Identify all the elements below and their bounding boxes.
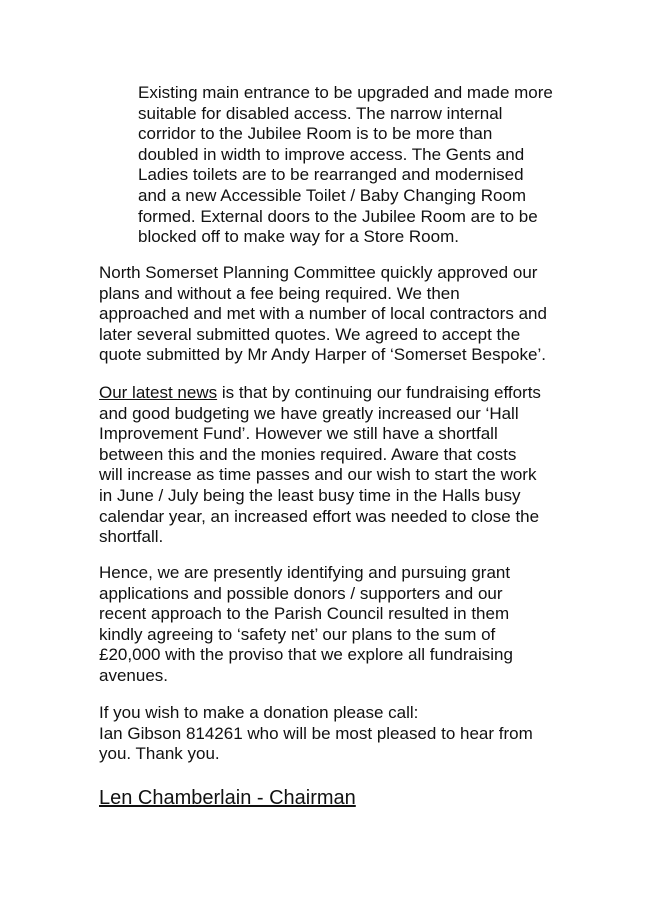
text-line: corridor to the Jubilee Room is to be more than [138,124,493,144]
latest-news-heading: Our latest news [99,383,218,402]
text-line: Ladies toilets are to be rearranged and modernised [138,165,524,185]
text-line: doubled in width to improve access. The Gents and [138,144,525,164]
text-line [99,383,541,404]
text-line: suitable for disabled access. The narrow internal [138,103,503,123]
text-line: you. Thank you. [99,744,220,764]
text-line: avenues. [99,665,168,685]
text-line: in June / July being the least busy time in the Halls busy [99,485,521,505]
text-line: Ian Gibson 814261 who will be most pleased to hear from [99,723,533,743]
paragraph-grants [99,563,513,687]
text-line: between this and the monies required. Aware that costs [99,444,517,464]
text-line: blocked off to make way for a Store Room. [138,227,459,247]
paragraph-donation [99,703,533,765]
text-line: and a new Accessible Toilet / Baby Changing Room [138,185,527,205]
paragraph-planning-approval [99,263,547,366]
text-line: Improvement Fund’. However we still have a shortfall [99,424,498,444]
text-fragment: is that by continuing our fundraising efforts [217,383,541,402]
text-line: will increase as time passes and our wish to start the work [99,465,537,485]
text-line: plans and without a fee being required. We then [99,283,460,303]
text-line: and good budgeting we have greatly increased our ‘Hall [99,403,519,423]
text-line: formed. External doors to the Jubilee Room are to be [138,206,538,226]
text-line: shortfall. [99,527,164,547]
text-line: £20,000 with the proviso that we explore all fundraising [99,645,513,665]
text-line: approached and met with a number of local contractors and [99,304,547,324]
indented-paragraph-building-works [138,83,553,248]
text-line: Hence, we are presently identifying and pursuing grant [99,563,511,582]
text-line: If you wish to make a donation please call: [99,703,419,722]
text-line: kindly agreeing to ‘safety net’ our plans to the sum of [99,624,496,644]
text-line: quote submitted by Mr Andy Harper of ‘Somerset Bespoke’. [99,345,546,365]
signature: Len Chamberlain - Chairman [99,787,356,809]
text-line: Existing main entrance to be upgraded and made more [138,83,553,102]
text-line: calendar year, an increased effort was needed to close the [99,506,540,526]
text-line: applications and possible donors / supporters and our [99,583,503,603]
text-line: later several submitted quotes. We agreed to accept the [99,324,521,344]
text-line: North Somerset Planning Committee quickly approved our [99,263,538,282]
text-line: recent approach to the Parish Council resulted in them [99,604,510,624]
paragraph-latest-news [99,383,541,548]
